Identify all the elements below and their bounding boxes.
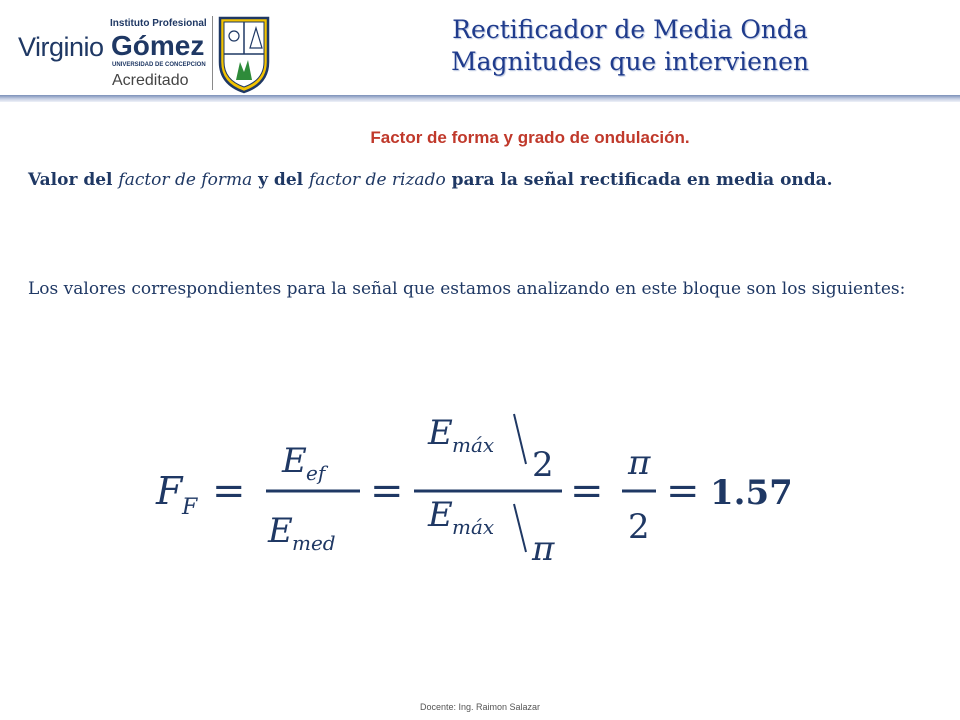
intro-paragraph (28, 166, 938, 194)
formula-med-sub: med (292, 531, 336, 555)
header-divider-bar (0, 95, 960, 102)
section-subtitle: Factor de forma y grado de ondulación. (370, 128, 690, 147)
values-paragraph: Los valores correspondientes para la señal que estamos analizando en este bloque son los siguientes: (28, 279, 906, 299)
formula-lhs-sub: F (182, 495, 198, 520)
logo-divider (212, 16, 213, 90)
formula-pi: π (628, 443, 651, 483)
logo-institute-line: Instituto Profesional (110, 18, 207, 29)
formula-lhs-F: F (156, 469, 183, 513)
institution-logo (10, 10, 270, 94)
intro-text-1: Valor del (28, 170, 119, 190)
intro-term-ripple-factor: factor de rizado (309, 170, 446, 190)
formula-two: 2 (628, 507, 650, 547)
logo-name-gomez: Gómez (111, 30, 205, 61)
formula-two-top: 2 (532, 445, 554, 485)
intro-text-3: para la señal rectificada en media onda. (445, 170, 833, 190)
formula-slash-bottom (514, 504, 526, 552)
formula-pi-bottom: π (532, 529, 555, 569)
logo-university-line: UNIVERSIDAD DE CONCEPCION (112, 62, 206, 68)
slide-title (340, 14, 920, 78)
form-factor-formula (150, 402, 830, 582)
intro-text-2: y del (252, 170, 310, 190)
footer-author: Docente: Ing. Raimon Salazar (419, 702, 541, 712)
formula-med-E: E (268, 511, 293, 551)
institution-shield-icon (216, 14, 272, 94)
formula-ef-sub: ef (306, 461, 326, 485)
formula-result: 𝟏.𝟓𝟕 (710, 473, 793, 513)
formula-ef-E: E (282, 441, 307, 481)
formula-eq-4: = (666, 468, 700, 514)
slide-title-line-1: Rectificador de Media Onda (452, 15, 808, 44)
formula-slash-top (514, 414, 526, 464)
formula-max-E-top: E (428, 413, 453, 453)
intro-term-form-factor: factor de forma (118, 170, 253, 190)
logo-name-virginio: Virginio (18, 32, 104, 62)
formula-eq-3: = (570, 468, 604, 514)
formula-max-E-bottom: E (428, 495, 453, 535)
formula-eq-1: = (212, 468, 246, 514)
formula-max-sub-top: máx (452, 433, 495, 457)
slide-title-line-2: Magnitudes que intervienen (451, 47, 809, 76)
logo-accredited-label: Acreditado (112, 72, 189, 89)
formula-eq-2: = (370, 468, 404, 514)
formula-max-sub-bottom: máx (452, 515, 495, 539)
logo-wordmark (18, 10, 208, 94)
